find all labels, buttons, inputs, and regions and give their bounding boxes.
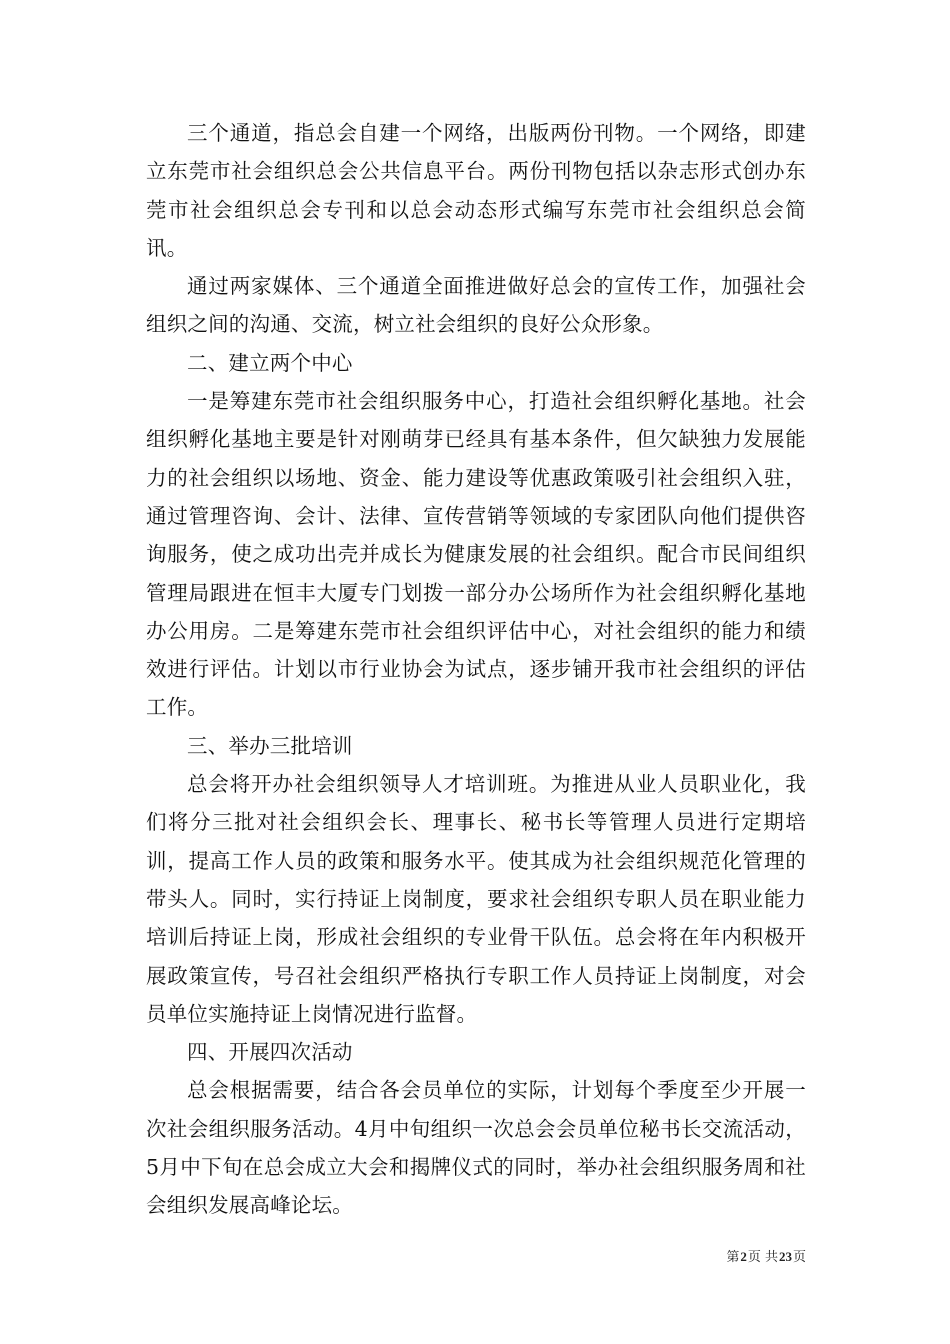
- page-number-footer: [726, 1249, 806, 1266]
- paragraph-publicity-summary: 通过两家媒体、三个通道全面推进做好总会的宣传工作，加强社会组织之间的沟通、交流，树立社会组织的良好公众形象。: [146, 274, 806, 337]
- paragraph-four-activities: 总会根据需要，结合各会员单位的实际，计划每个季度至少开展一次社会组织服务活动。4月中旬组织一次总会会员单位秘书长交流活动，5月中下旬在总会成立大会和揭牌仪式的同时，举办社会组织服务周和社会组织发展高峰论坛。: [146, 1078, 806, 1218]
- section-heading-three-trainings: 三、举办三批培训: [187, 733, 353, 758]
- footer-suffix: 页: [792, 1250, 806, 1265]
- footer-total-pages: 23: [778, 1249, 792, 1264]
- paragraph-three-trainings: 总会将开办社会组织领导人才培训班。为推进从业人员职业化，我们将分三批对社会组织会长、理事长、秘书长等管理人员进行定期培训，提高工作人员的政策和服务水平。使其成为社会组织规范化管理的带头人。同时，实行持证上岗制度，要求社会组织专职人员在职业能力培训后持证上岗，形成社会组织的专业骨干队伍。总会将在年内积极开展政策宣传，号召社会组织严格执行专职工作人员持证上岗制度，对会员单位实施持证上岗情况进行监督。: [146, 772, 806, 1026]
- document-body: [146, 114, 806, 1225]
- section-heading-four-activities: 四、开展四次活动: [187, 1040, 353, 1065]
- paragraph-three-channels: 三个通道，指总会自建一个网络，出版两份刊物。一个网络，即建立东莞市社会组织总会公共信息平台。两份刊物包括以杂志形式创办东莞市社会组织总会专刊和以总会动态形式编写东莞市社会组织总会简讯。: [146, 121, 806, 260]
- paragraph-two-centers: 一是筹建东莞市社会组织服务中心，打造社会组织孵化基地。社会组织孵化基地主要是针对刚萌芽已经具有基本条件，但欠缺独力发展能力的社会组织以场地、资金、能力建设等优惠政策吸引社会组织入驻，通过管理咨询、会计、法律、宣传营销等领域的专家团队向他们提供咨询服务，使之成功出壳并成长为健康发展的社会组织。配合市民间组织管理局跟进在恒丰大厦专门划拨一部分办公场所作为社会组织孵化基地办公用房。二是筹建东莞市社会组织评估中心，对社会组织的能力和绩效进行评估。计划以市行业协会为试点，逐步铺开我市社会组织的评估工作。: [146, 389, 806, 720]
- footer-prefix: 第: [726, 1250, 740, 1265]
- footer-current-page: 2: [740, 1249, 747, 1264]
- footer-middle: 页 共: [747, 1250, 778, 1265]
- section-heading-two-centers: 二、建立两个中心: [187, 350, 353, 375]
